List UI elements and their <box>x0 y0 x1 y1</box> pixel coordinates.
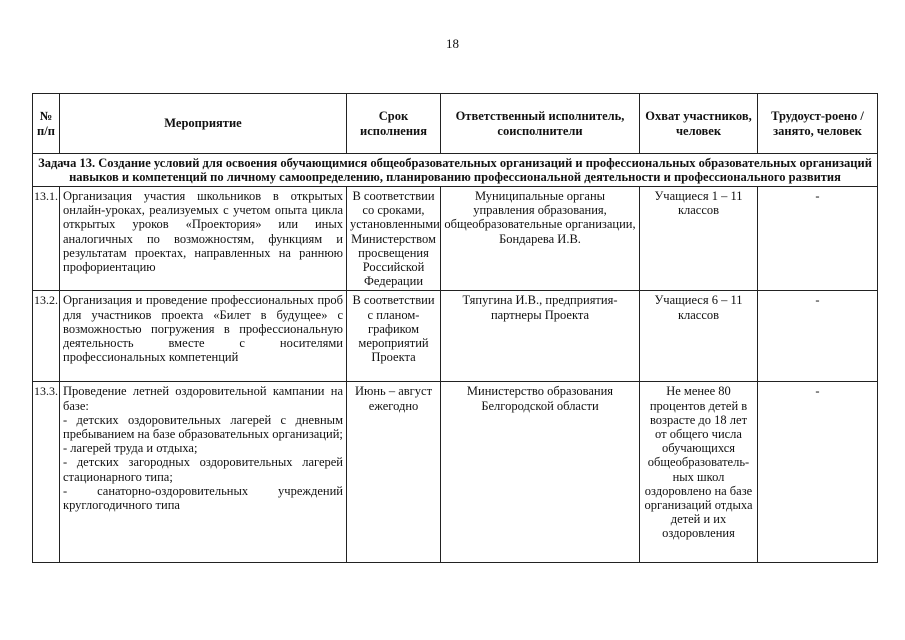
event-line: - детских загородных оздоровительных лагерей стационарного типа; <box>63 455 343 484</box>
header-deadline: Срок исполнения <box>347 94 441 154</box>
row-number: 13.3. <box>33 382 60 563</box>
deadline-cell: В соответствии со сроками, установленными Министерством просвещения Российской Федерации <box>347 187 441 291</box>
event-line: Проведение летней оздоровительной кампании на базе: <box>63 384 343 413</box>
task-row <box>33 154 878 187</box>
employed-cell: - <box>758 187 878 291</box>
coverage-cell: Не менее 80 процентов детей в возрасте до 18 лет от общего числа обучающихся общеобразователь-ных школ оздоровлено на базе организаций отдыха детей и их оздоровления <box>640 382 758 563</box>
deadline-cell: Июнь – август ежегодно <box>347 382 441 563</box>
responsible-cell: Муниципальные органы управления образования, общеобразовательные организации, Бондарева И.В. <box>441 187 640 291</box>
header-event: Мероприятие <box>60 94 347 154</box>
row-number: 13.1. <box>33 187 60 291</box>
event-cell <box>60 382 347 563</box>
header-employed: Трудоуст-роено / занято, человек <box>758 94 878 154</box>
header-num: № п/п <box>33 94 60 154</box>
events-table <box>32 93 878 563</box>
header-responsible: Ответственный исполнитель, соисполнители <box>441 94 640 154</box>
table-row <box>33 291 878 382</box>
event-line: - санаторно-оздоровительных учреждений круглогодичного типа <box>63 483 343 513</box>
deadline-cell: В соответствии с планом-графиком мероприятий Проекта <box>347 291 441 382</box>
employed-cell: - <box>758 382 878 563</box>
table-row <box>33 382 878 563</box>
header-row <box>33 94 878 154</box>
employed-cell: - <box>758 291 878 382</box>
coverage-cell: Учащиеся 1 – 11 классов <box>640 187 758 291</box>
page-number: 18 <box>446 36 459 51</box>
header-coverage: Охват участников, человек <box>640 94 758 154</box>
responsible-cell: Тяпугина И.В., предприятия-партнеры Проекта <box>441 291 640 382</box>
row-number: 13.2. <box>33 291 60 382</box>
event-cell: Организация и проведение профессиональных проб для участников проекта «Билет в будущее» с возможностью погружения в профессиональную деятельность вместе с носителями профессиональных компетенций <box>60 291 347 382</box>
event-cell: Организация участия школьников в открытых онлайн-уроках, реализуемых с учетом опыта цикла открытых уроков «Проектория» или иных аналогичных по возможностям, функциям и результатам проектах, направленных на раннюю профориентацию <box>60 187 347 291</box>
responsible-cell: Министерство образования Белгородской области <box>441 382 640 563</box>
table-row <box>33 187 878 291</box>
task-heading: Задача 13. Создание условий для освоения обучающимися общеобразовательных организаций и профессиональных образовательных организаций навыков и компетенций по личному самоопределению, планированию профессиональной деятельности и профессионального развития <box>33 154 878 187</box>
event-line: - детских оздоровительных лагерей с дневным пребыванием на базе образовательных организаций; <box>63 412 343 442</box>
coverage-cell: Учащиеся 6 – 11 классов <box>640 291 758 382</box>
event-line: - лагерей труда и отдыха; <box>63 441 198 456</box>
